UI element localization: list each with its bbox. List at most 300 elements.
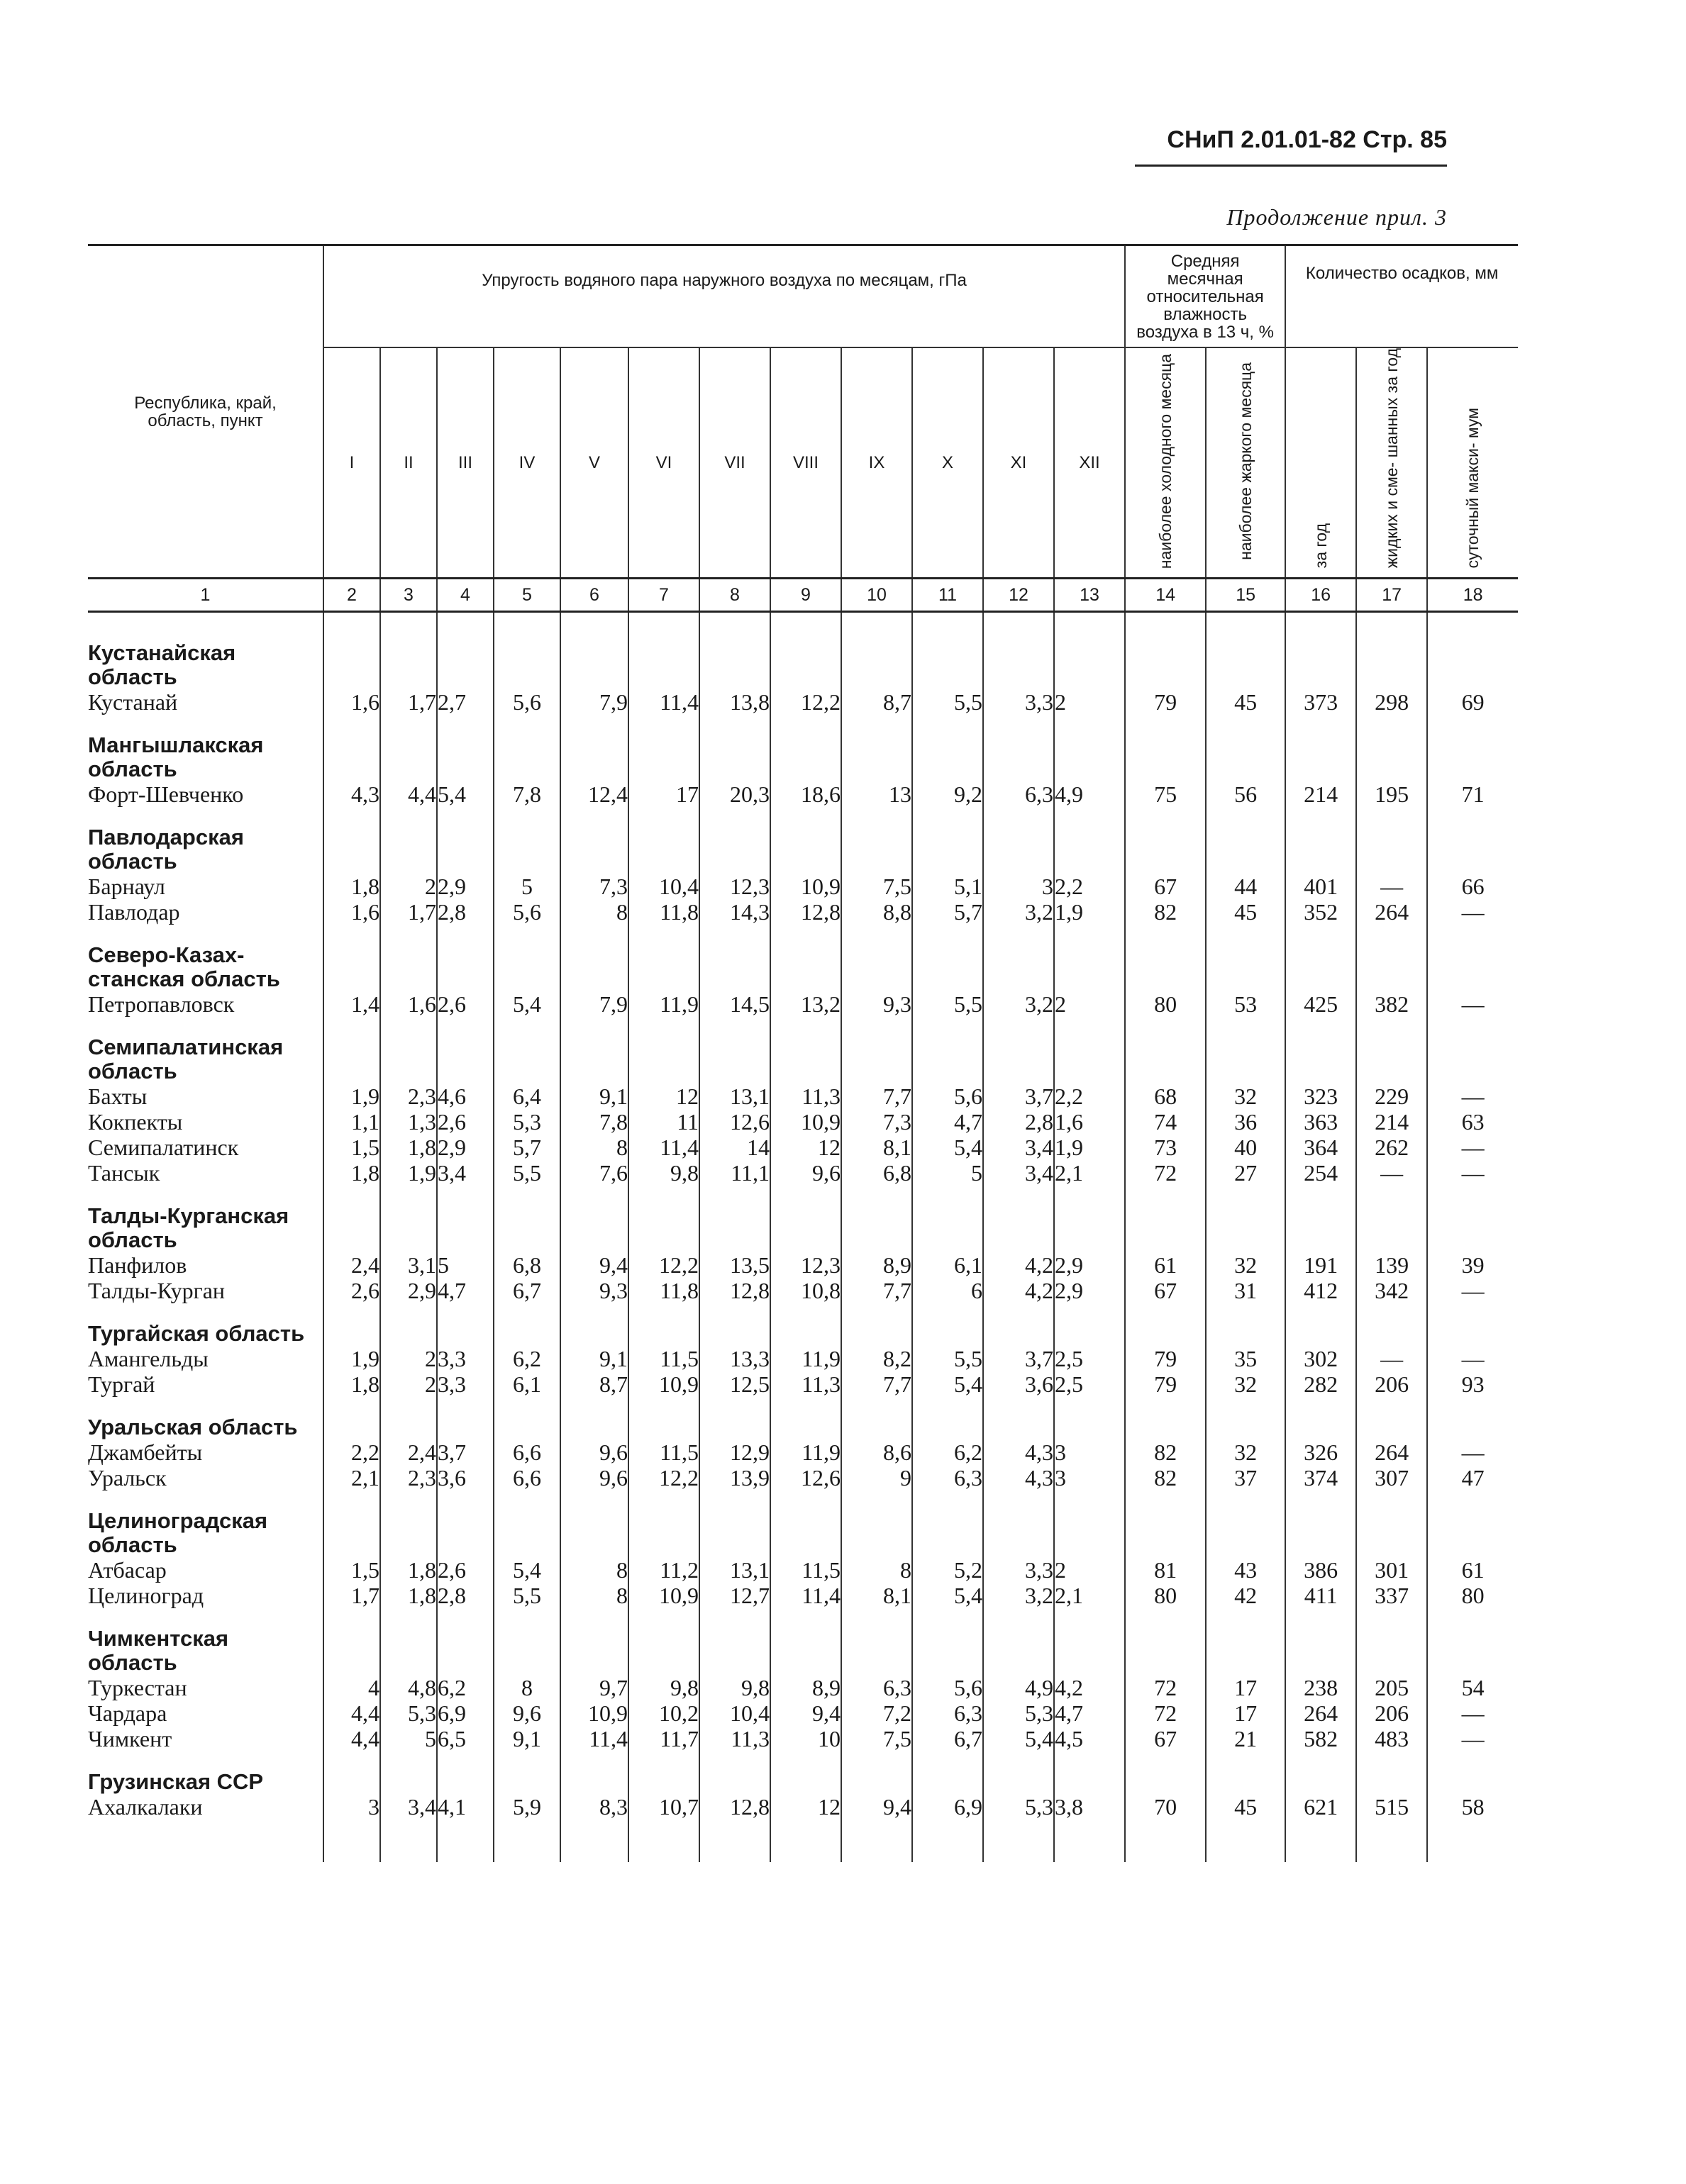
data-cell: 7,5 bbox=[841, 874, 912, 899]
column-number: 2 bbox=[323, 579, 380, 612]
empty-cell bbox=[770, 1317, 841, 1346]
empty-cell bbox=[437, 729, 494, 781]
empty-cell bbox=[1054, 729, 1125, 781]
empty-cell bbox=[912, 1317, 983, 1346]
data-cell: 264 bbox=[1356, 899, 1427, 939]
data-cell: 7,7 bbox=[841, 1278, 912, 1317]
empty-cell bbox=[1427, 637, 1518, 689]
data-cell: 11 bbox=[628, 1109, 699, 1135]
data-cell: 21 bbox=[1206, 1726, 1285, 1766]
empty-cell bbox=[560, 1200, 628, 1252]
data-cell: 12,9 bbox=[699, 1439, 770, 1465]
empty-cell bbox=[841, 1505, 912, 1557]
data-cell: 2,9 bbox=[380, 1278, 437, 1317]
data-cell: 5,3 bbox=[983, 1700, 1054, 1726]
data-cell: 6,8 bbox=[494, 1252, 560, 1278]
empty-cell bbox=[1285, 1505, 1356, 1557]
empty-cell bbox=[912, 821, 983, 874]
data-cell: 4,7 bbox=[1054, 1700, 1125, 1726]
header-precip-daily bbox=[1427, 347, 1518, 579]
table-spacer-cell bbox=[323, 612, 380, 637]
data-cell: 11,5 bbox=[770, 1557, 841, 1583]
empty-cell bbox=[1206, 637, 1285, 689]
data-cell: 63 bbox=[1461, 1109, 1485, 1135]
data-cell: 5,5 bbox=[494, 1583, 560, 1622]
region-name: Мангышлакская область bbox=[88, 729, 323, 781]
data-cell: 67 bbox=[1125, 874, 1206, 899]
data-cell: 75 bbox=[1125, 781, 1206, 821]
table-spacer-cell bbox=[88, 1834, 323, 1862]
empty-cell bbox=[494, 1505, 560, 1557]
column-number: 13 bbox=[1054, 579, 1125, 612]
table-spacer-cell bbox=[1206, 1834, 1285, 1862]
empty-cell bbox=[437, 1622, 494, 1675]
data-cell: 12,8 bbox=[770, 899, 841, 939]
empty-cell bbox=[770, 1622, 841, 1675]
data-cell: 6,8 bbox=[841, 1160, 912, 1200]
data-cell: 3,8 bbox=[1054, 1794, 1125, 1834]
region-row bbox=[88, 729, 1518, 781]
data-cell: 4,5 bbox=[1054, 1726, 1125, 1766]
data-cell: 1,3 bbox=[380, 1109, 437, 1135]
data-cell: 6,3 bbox=[912, 1465, 983, 1505]
header-month: VI bbox=[628, 347, 699, 579]
header-precip-daily-label: суточный макси- мум bbox=[1463, 407, 1482, 569]
empty-cell bbox=[628, 729, 699, 781]
data-cell: 10,9 bbox=[560, 1700, 628, 1726]
data-cell: 3 bbox=[1054, 1439, 1125, 1465]
column-number: 1 bbox=[88, 579, 323, 612]
empty-cell bbox=[912, 939, 983, 991]
data-cell: 12,4 bbox=[560, 781, 628, 821]
data-cell: 58 bbox=[1461, 1794, 1485, 1820]
header-month: IX bbox=[841, 347, 912, 579]
empty-cell bbox=[1206, 1317, 1285, 1346]
data-cell: 2 bbox=[1054, 991, 1125, 1031]
data-cell: 5,9 bbox=[494, 1794, 560, 1834]
data-cell: 17 bbox=[1206, 1675, 1285, 1700]
data-cell: 11,4 bbox=[560, 1726, 628, 1766]
empty-cell bbox=[560, 637, 628, 689]
empty-cell bbox=[912, 1031, 983, 1083]
data-cell: 13,9 bbox=[699, 1465, 770, 1505]
data-cell: 5,4 bbox=[494, 1557, 560, 1583]
empty-cell bbox=[628, 1200, 699, 1252]
empty-cell bbox=[628, 1031, 699, 1083]
table-spacer-cell bbox=[437, 1834, 494, 1862]
empty-cell bbox=[437, 1766, 494, 1794]
header-vapor-pressure: Упругость водяного пара наружного воздуха по месяцам, гПа bbox=[323, 245, 1125, 348]
empty-cell bbox=[380, 939, 437, 991]
table-row bbox=[88, 1346, 1518, 1371]
data-cell: 4,2 bbox=[983, 1252, 1054, 1278]
data-cell: 9,6 bbox=[560, 1439, 628, 1465]
empty-cell bbox=[560, 1411, 628, 1439]
region-name: Уральская область bbox=[88, 1411, 323, 1439]
data-cell: 4,1 bbox=[437, 1794, 494, 1834]
data-cell: 71 bbox=[1461, 781, 1485, 808]
data-cell: 11,4 bbox=[770, 1583, 841, 1622]
data-cell: 3,3 bbox=[983, 689, 1054, 729]
empty-cell bbox=[983, 1317, 1054, 1346]
data-cell: 10,9 bbox=[628, 1371, 699, 1411]
data-cell: 3,3 bbox=[437, 1346, 494, 1371]
header-month: XI bbox=[983, 347, 1054, 579]
data-cell: 54 bbox=[1461, 1675, 1485, 1701]
region-row bbox=[88, 1411, 1518, 1439]
data-cell: 2,2 bbox=[323, 1439, 380, 1465]
data-cell: 3,4 bbox=[380, 1794, 437, 1834]
empty-cell bbox=[699, 1505, 770, 1557]
empty-cell bbox=[1356, 1031, 1427, 1083]
data-cell: 6 bbox=[912, 1278, 983, 1317]
empty-cell bbox=[841, 637, 912, 689]
data-cell: 9,4 bbox=[770, 1700, 841, 1726]
header-month: X bbox=[912, 347, 983, 579]
empty-cell bbox=[1206, 1411, 1285, 1439]
data-cell: 9,3 bbox=[841, 991, 912, 1031]
data-cell: 5,7 bbox=[912, 899, 983, 939]
data-cell: 11,3 bbox=[770, 1083, 841, 1109]
data-cell: 32 bbox=[1206, 1252, 1285, 1278]
empty-cell bbox=[912, 729, 983, 781]
data-cell: 11,3 bbox=[699, 1726, 770, 1766]
data-cell: 12,6 bbox=[699, 1109, 770, 1135]
data-cell: 45 bbox=[1206, 689, 1285, 729]
table-spacer-cell bbox=[628, 612, 699, 637]
data-cell: 61 bbox=[1125, 1252, 1206, 1278]
table-row bbox=[88, 1465, 1518, 1505]
data-cell: 14,5 bbox=[699, 991, 770, 1031]
table-spacer-cell bbox=[1206, 612, 1285, 637]
data-cell: 10,4 bbox=[628, 874, 699, 899]
data-cell: 4,9 bbox=[983, 1675, 1054, 1700]
table-spacer-cell bbox=[1125, 1834, 1206, 1862]
column-number: 8 bbox=[699, 579, 770, 612]
data-cell: 67 bbox=[1125, 1726, 1206, 1766]
data-cell: 5 bbox=[912, 1160, 983, 1200]
table-row bbox=[88, 899, 1518, 939]
data-cell: 79 bbox=[1125, 689, 1206, 729]
data-cell: 6,5 bbox=[437, 1726, 494, 1766]
data-cell: 2 bbox=[380, 874, 437, 899]
region-row bbox=[88, 637, 1518, 689]
data-cell: 1,5 bbox=[323, 1557, 380, 1583]
data-cell: 3 bbox=[323, 1794, 380, 1834]
data-cell: 5,6 bbox=[494, 899, 560, 939]
data-cell: 1,8 bbox=[380, 1583, 437, 1622]
data-cell: 301 bbox=[1356, 1557, 1427, 1583]
empty-cell bbox=[380, 1766, 437, 1794]
empty-cell bbox=[380, 1200, 437, 1252]
data-cell: 43 bbox=[1206, 1557, 1285, 1583]
data-cell: 195 bbox=[1356, 781, 1427, 821]
data-cell: 7,8 bbox=[560, 1109, 628, 1135]
empty-cell bbox=[699, 1200, 770, 1252]
empty-cell bbox=[1285, 637, 1356, 689]
data-cell: 5,4 bbox=[494, 991, 560, 1031]
data-cell: 7,5 bbox=[841, 1726, 912, 1766]
data-cell: — bbox=[1461, 899, 1485, 925]
empty-cell bbox=[841, 729, 912, 781]
table-spacer-cell bbox=[699, 612, 770, 637]
empty-cell bbox=[380, 1622, 437, 1675]
data-cell: 5,4 bbox=[437, 781, 494, 821]
data-cell: 72 bbox=[1125, 1675, 1206, 1700]
empty-cell bbox=[494, 1411, 560, 1439]
table-row bbox=[88, 1439, 1518, 1465]
data-cell: 8,9 bbox=[770, 1675, 841, 1700]
data-cell: 13,1 bbox=[699, 1083, 770, 1109]
column-number: 15 bbox=[1206, 579, 1285, 612]
data-cell: 8,6 bbox=[841, 1439, 912, 1465]
data-cell: 1,4 bbox=[323, 991, 380, 1031]
empty-cell bbox=[770, 821, 841, 874]
data-cell: 1,8 bbox=[380, 1135, 437, 1160]
empty-cell bbox=[983, 1031, 1054, 1083]
column-number: 16 bbox=[1285, 579, 1356, 612]
data-cell: 342 bbox=[1356, 1278, 1427, 1317]
empty-cell bbox=[983, 637, 1054, 689]
table-spacer-cell bbox=[770, 612, 841, 637]
data-cell: 11,8 bbox=[628, 899, 699, 939]
station-name: Целиноград bbox=[88, 1583, 323, 1622]
data-cell: 412 bbox=[1285, 1278, 1356, 1317]
data-cell: 11,8 bbox=[628, 1278, 699, 1317]
data-cell: 2,3 bbox=[380, 1465, 437, 1505]
data-cell: 14,3 bbox=[699, 899, 770, 939]
empty-cell bbox=[983, 1505, 1054, 1557]
empty-cell bbox=[699, 1411, 770, 1439]
table-spacer-cell bbox=[380, 612, 437, 637]
data-cell: 483 bbox=[1356, 1726, 1427, 1766]
empty-cell bbox=[1125, 1622, 1206, 1675]
data-cell: 6,9 bbox=[437, 1700, 494, 1726]
data-cell: 2,8 bbox=[983, 1109, 1054, 1135]
data-cell: 1,7 bbox=[380, 689, 437, 729]
data-cell: 2,4 bbox=[323, 1252, 380, 1278]
data-cell: 20,3 bbox=[699, 781, 770, 821]
data-cell: 12 bbox=[628, 1083, 699, 1109]
data-cell: 9,1 bbox=[560, 1346, 628, 1371]
data-cell: 7,3 bbox=[841, 1109, 912, 1135]
table-spacer-cell bbox=[494, 612, 560, 637]
empty-cell bbox=[560, 939, 628, 991]
data-cell: 7,7 bbox=[841, 1371, 912, 1411]
data-cell: 9,8 bbox=[628, 1675, 699, 1700]
empty-cell bbox=[1356, 729, 1427, 781]
empty-cell bbox=[841, 1317, 912, 1346]
data-cell: 80 bbox=[1125, 991, 1206, 1031]
header-rule bbox=[1135, 165, 1447, 167]
data-cell: 1,8 bbox=[323, 1371, 380, 1411]
data-cell: 2,9 bbox=[437, 1135, 494, 1160]
empty-cell bbox=[323, 1505, 380, 1557]
table-row bbox=[88, 1371, 1518, 1411]
data-cell: 13,3 bbox=[699, 1346, 770, 1371]
data-cell: 53 bbox=[1206, 991, 1285, 1031]
empty-cell bbox=[1427, 1766, 1518, 1794]
table-spacer-cell bbox=[912, 612, 983, 637]
station-name: Чардара bbox=[88, 1700, 323, 1726]
empty-cell bbox=[1356, 1766, 1427, 1794]
empty-cell bbox=[841, 1766, 912, 1794]
data-cell: 18,6 bbox=[770, 781, 841, 821]
data-cell: 9,6 bbox=[494, 1700, 560, 1726]
data-cell: 79 bbox=[1125, 1371, 1206, 1411]
data-cell: 12,2 bbox=[770, 689, 841, 729]
empty-cell bbox=[494, 1766, 560, 1794]
data-cell: 6,7 bbox=[494, 1278, 560, 1317]
empty-cell bbox=[912, 1411, 983, 1439]
table-spacer-cell bbox=[841, 612, 912, 637]
data-cell: — bbox=[1461, 1160, 1485, 1186]
data-cell: 206 bbox=[1356, 1700, 1427, 1726]
empty-cell bbox=[437, 1411, 494, 1439]
empty-cell bbox=[912, 1505, 983, 1557]
data-cell: 12,2 bbox=[628, 1465, 699, 1505]
empty-cell bbox=[380, 1505, 437, 1557]
table-spacer-cell bbox=[1427, 612, 1518, 637]
data-cell: 307 bbox=[1356, 1465, 1427, 1505]
empty-cell bbox=[560, 1031, 628, 1083]
data-cell: 1,9 bbox=[380, 1160, 437, 1200]
table-spacer-cell bbox=[1427, 1834, 1518, 1862]
data-cell: 80 bbox=[1125, 1583, 1206, 1622]
data-cell: 337 bbox=[1356, 1583, 1427, 1622]
empty-cell bbox=[912, 1200, 983, 1252]
data-cell: 5,4 bbox=[983, 1726, 1054, 1766]
empty-cell bbox=[494, 637, 560, 689]
empty-cell bbox=[1054, 1766, 1125, 1794]
table-spacer-cell bbox=[770, 1834, 841, 1862]
table-row bbox=[88, 991, 1518, 1031]
empty-cell bbox=[494, 1200, 560, 1252]
data-cell: 47 bbox=[1461, 1465, 1485, 1491]
data-cell: 8 bbox=[841, 1557, 912, 1583]
empty-cell bbox=[699, 1031, 770, 1083]
data-cell: 298 bbox=[1356, 689, 1427, 729]
data-cell: 12,6 bbox=[770, 1465, 841, 1505]
data-cell: 1,6 bbox=[323, 689, 380, 729]
data-cell: 2,1 bbox=[1054, 1583, 1125, 1622]
header-region: Республика, край, область, пункт bbox=[88, 245, 323, 579]
empty-cell bbox=[1285, 1031, 1356, 1083]
table-body bbox=[88, 612, 1518, 1863]
data-cell: 3 bbox=[1054, 1465, 1125, 1505]
header-humidity-cold bbox=[1125, 347, 1206, 579]
region-name: Тургайская область bbox=[88, 1317, 323, 1346]
data-cell: 7,3 bbox=[560, 874, 628, 899]
table-spacer-cell bbox=[983, 1834, 1054, 1862]
empty-cell bbox=[1125, 1766, 1206, 1794]
empty-cell bbox=[841, 821, 912, 874]
empty-cell bbox=[323, 1031, 380, 1083]
data-cell: 12 bbox=[770, 1794, 841, 1834]
empty-cell bbox=[1125, 939, 1206, 991]
data-cell: — bbox=[1461, 1726, 1485, 1752]
data-cell: 72 bbox=[1125, 1160, 1206, 1200]
data-cell: 2,4 bbox=[380, 1439, 437, 1465]
empty-cell bbox=[1206, 1766, 1285, 1794]
region-row bbox=[88, 1031, 1518, 1083]
data-cell: 13,2 bbox=[770, 991, 841, 1031]
data-cell: 1,6 bbox=[380, 991, 437, 1031]
data-cell: 11,2 bbox=[628, 1557, 699, 1583]
header-precip-year-label: за год bbox=[1311, 523, 1330, 569]
station-name: Тургай bbox=[88, 1371, 323, 1411]
empty-cell bbox=[494, 939, 560, 991]
data-cell: 6,1 bbox=[494, 1371, 560, 1411]
empty-cell bbox=[1125, 729, 1206, 781]
region-name: Северо-Казах- станская область bbox=[88, 939, 323, 991]
data-cell: 11,9 bbox=[770, 1439, 841, 1465]
empty-cell bbox=[380, 1411, 437, 1439]
data-cell: 6,7 bbox=[912, 1726, 983, 1766]
data-cell: 2,5 bbox=[1054, 1346, 1125, 1371]
table-row bbox=[88, 1109, 1518, 1135]
column-number: 9 bbox=[770, 579, 841, 612]
header-humidity: Средняя месячная относительная влажность воздуха в 13 ч, % bbox=[1125, 245, 1285, 348]
data-cell: 11,3 bbox=[770, 1371, 841, 1411]
empty-cell bbox=[560, 1622, 628, 1675]
empty-cell bbox=[380, 821, 437, 874]
data-cell: 214 bbox=[1356, 1109, 1427, 1135]
data-cell: 2,2 bbox=[1054, 1083, 1125, 1109]
header-humidity-hot-label: наиболее жаркого месяца bbox=[1236, 362, 1255, 560]
column-number: 10 bbox=[841, 579, 912, 612]
data-cell: 44 bbox=[1206, 874, 1285, 899]
empty-cell bbox=[437, 637, 494, 689]
empty-cell bbox=[1356, 1411, 1427, 1439]
data-cell: 8,2 bbox=[841, 1346, 912, 1371]
empty-cell bbox=[983, 1411, 1054, 1439]
data-cell: 8 bbox=[560, 1135, 628, 1160]
empty-cell bbox=[770, 1411, 841, 1439]
empty-cell bbox=[699, 637, 770, 689]
data-cell: 69 bbox=[1461, 689, 1485, 715]
data-cell: 8,9 bbox=[841, 1252, 912, 1278]
data-cell: 4,3 bbox=[323, 781, 380, 821]
data-cell: 13,1 bbox=[699, 1557, 770, 1583]
data-cell: 302 bbox=[1285, 1346, 1356, 1371]
data-cell: 12 bbox=[770, 1135, 841, 1160]
empty-cell bbox=[699, 1766, 770, 1794]
header-month: II bbox=[380, 347, 437, 579]
station-name: Барнаул bbox=[88, 874, 323, 899]
empty-cell bbox=[560, 821, 628, 874]
data-cell: 4,4 bbox=[323, 1726, 380, 1766]
empty-cell bbox=[1285, 939, 1356, 991]
region-row bbox=[88, 1505, 1518, 1557]
station-name: Ахалкалаки bbox=[88, 1794, 323, 1834]
data-cell: 32 bbox=[1206, 1439, 1285, 1465]
empty-cell bbox=[1125, 1317, 1206, 1346]
table-spacer-cell bbox=[983, 612, 1054, 637]
data-cell: 37 bbox=[1206, 1465, 1285, 1505]
data-cell: 74 bbox=[1125, 1109, 1206, 1135]
data-cell: 45 bbox=[1206, 1794, 1285, 1834]
data-cell: 425 bbox=[1285, 991, 1356, 1031]
data-cell: 2,1 bbox=[1054, 1160, 1125, 1200]
table-spacer-cell bbox=[494, 1834, 560, 1862]
region-row bbox=[88, 939, 1518, 991]
region-row bbox=[88, 1766, 1518, 1794]
data-cell: 5,2 bbox=[912, 1557, 983, 1583]
data-cell: 9,2 bbox=[912, 781, 983, 821]
data-cell: 4,9 bbox=[1054, 781, 1125, 821]
data-cell: 10,9 bbox=[628, 1583, 699, 1622]
